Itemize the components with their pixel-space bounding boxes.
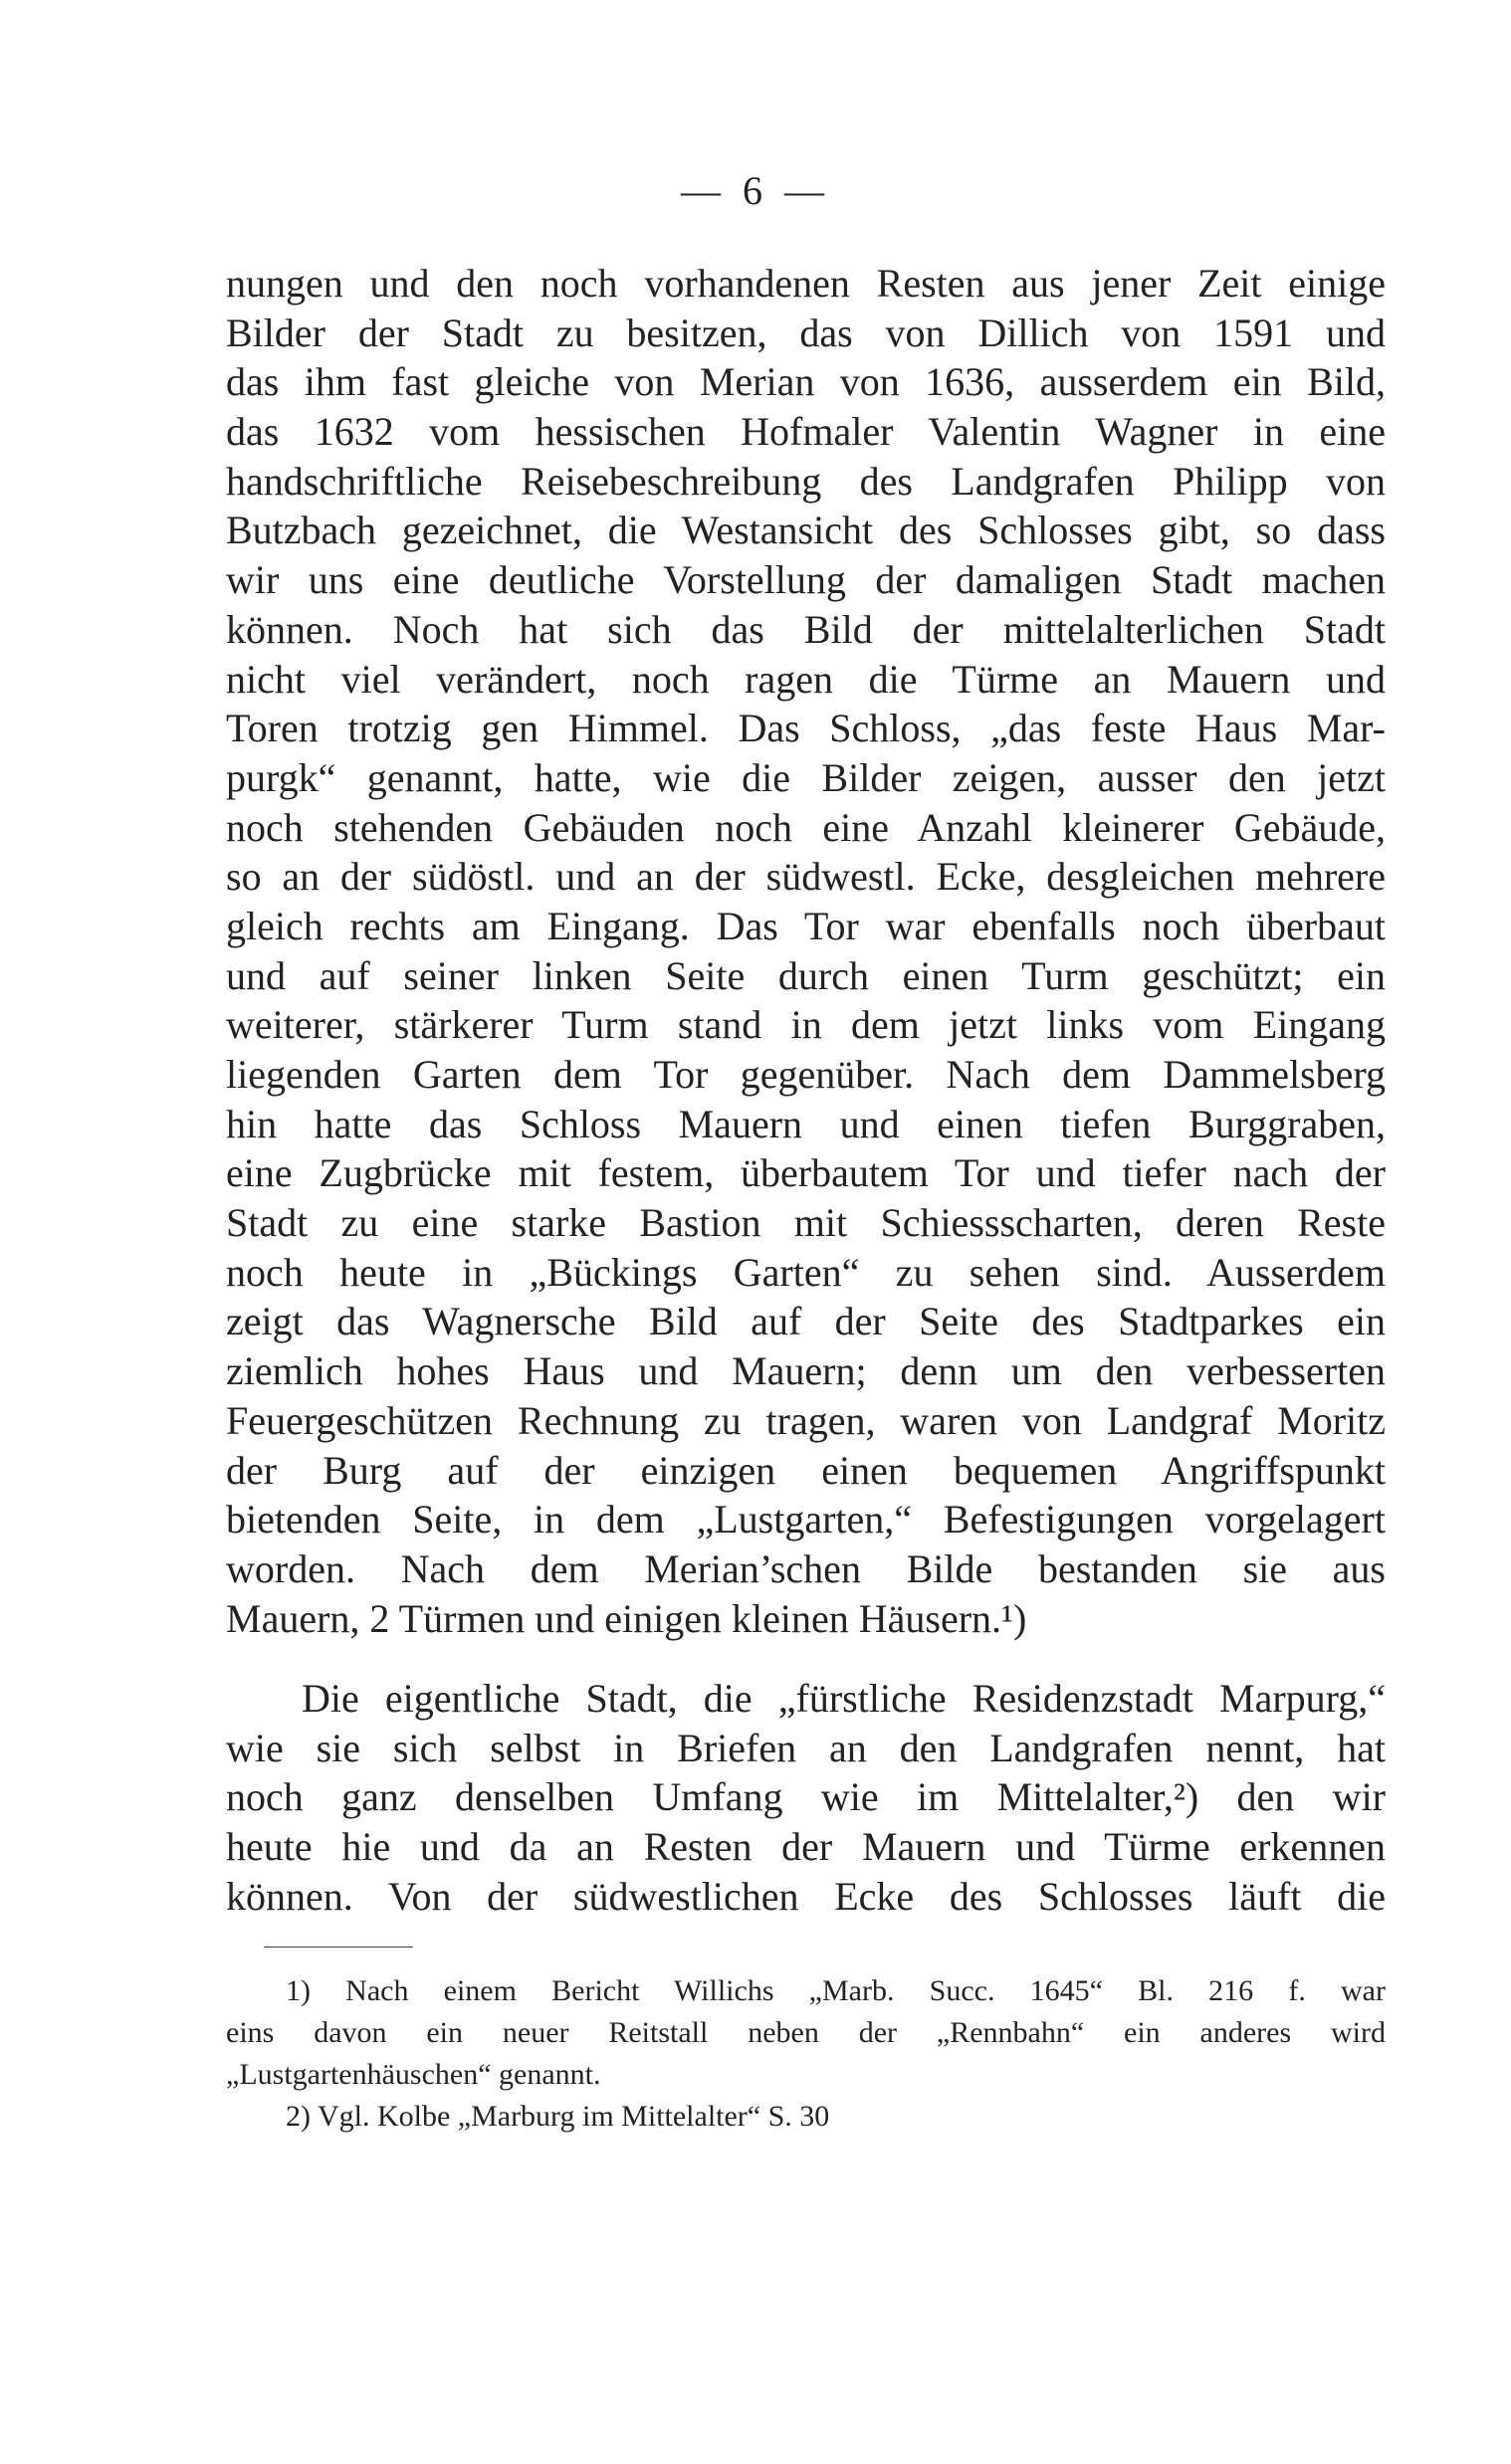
text-line: noch ganz denselben Umfang wie im Mittelalter,²) den wir — [226, 1774, 1386, 1820]
text-line: Butzbach gezeichnet, die Westansicht des Schlosses gibt, so dass — [226, 508, 1386, 553]
text-line: ziemlich hohes Haus und Mauern; denn um den verbesserten — [226, 1348, 1386, 1394]
text-line: purgk“ genannt, hatte, wie die Bilder zeigen, ausser den jetzt — [226, 754, 1386, 800]
text-line: Stadt zu eine starke Bastion mit Schiessscharten, deren Reste — [226, 1200, 1386, 1246]
text-line: können. Noch hat sich das Bild der mittelalterlichen Stadt — [226, 606, 1386, 652]
text-line: und auf seiner linken Seite durch einen Turm geschützt; ein — [226, 952, 1386, 998]
text-line: Mauern, 2 Türmen und einigen kleinen Häusern.¹) — [226, 1595, 1027, 1641]
text-line: Die eigentliche Stadt, die „fürstliche Residenzstadt Marpurg,“ — [302, 1676, 1386, 1721]
page-number: — 6 — — [681, 168, 830, 213]
text-line: wie sie sich selbst in Briefen an den Landgrafen nennt, hat — [226, 1725, 1386, 1770]
text-line: nungen und den noch vorhandenen Resten aus jener Zeit einige — [226, 261, 1386, 306]
footnotes — [226, 1970, 1386, 2138]
text-line: Toren trotzig gen Himmel. Das Schloss, „das feste Haus Mar- — [226, 706, 1386, 751]
text-line: eine Zugbrücke mit festem, überbautem Tor und tiefer nach der — [226, 1150, 1386, 1196]
text-line: nicht viel verändert, noch ragen die Türme an Mauern und — [226, 656, 1386, 702]
text-line: gleich rechts am Eingang. Das Tor war ebenfalls noch überbaut — [226, 903, 1386, 948]
text-line: weiterer, stärkerer Turm stand in dem jetzt links vom Eingang — [226, 1002, 1386, 1048]
text-line: heute hie und da an Resten der Mauern und Türme erkennen — [226, 1824, 1386, 1870]
footnote-1-line: eins davon ein neuer Reitstall neben der „Rennbahn“ ein anderes wird — [226, 2016, 1386, 2049]
text-line: noch heute in „Bückings Garten“ zu sehen sind. Ausserdem — [226, 1249, 1386, 1295]
text-line: noch stehenden Gebäuden noch eine Anzahl kleinerer Gebäude, — [226, 804, 1386, 850]
text-line: liegenden Garten dem Tor gegenüber. Nach dem Dammelsberg — [226, 1052, 1386, 1097]
footnote-2-line: 2) Vgl. Kolbe „Marburg im Mittelalter“ S. 30 — [286, 2100, 830, 2133]
text-line: handschriftliche Reisebeschreibung des Landgrafen Philipp von — [226, 458, 1386, 504]
footnote-divider — [264, 1947, 413, 1948]
footnote-1-line: 1) Nach einem Bericht Willichs „Marb. Succ. 1645“ Bl. 216 f. war — [286, 1974, 1386, 2007]
text-line: das 1632 vom hessischen Hofmaler Valentin Wagner in eine — [226, 409, 1386, 455]
footnote-1-line: „Lustgartenhäuschen“ genannt. — [226, 2058, 601, 2091]
paragraph-2 — [226, 1674, 1386, 1921]
paragraph-1 — [226, 259, 1386, 1643]
text-line: Bilder der Stadt zu besitzen, das von Dillich von 1591 und — [226, 309, 1386, 355]
text-line: das ihm fast gleiche von Merian von 1636, ausserdem ein Bild, — [226, 359, 1386, 405]
text-line: wir uns eine deutliche Vorstellung der damaligen Stadt machen — [226, 557, 1386, 603]
text-line: worden. Nach dem Merian’schen Bilde bestanden sie aus — [226, 1545, 1386, 1591]
text-line: können. Von der südwestlichen Ecke des Schlosses läuft die — [226, 1873, 1386, 1919]
text-line: Feuergeschützen Rechnung zu tragen, waren von Landgraf Moritz — [226, 1397, 1386, 1443]
text-line: hin hatte das Schloss Mauern und einen tiefen Burggraben, — [226, 1101, 1386, 1146]
text-line: der Burg auf der einzigen einen bequemen Angriffspunkt — [226, 1447, 1386, 1493]
text-line: zeigt das Wagnersche Bild auf der Seite des Stadtparkes ein — [226, 1299, 1386, 1344]
text-line: so an der südöstl. und an der südwestl. Ecke, desgleichen mehrere — [226, 854, 1386, 900]
text-line: bietenden Seite, in dem „Lustgarten,“ Befestigungen vorgelagert — [226, 1497, 1386, 1542]
